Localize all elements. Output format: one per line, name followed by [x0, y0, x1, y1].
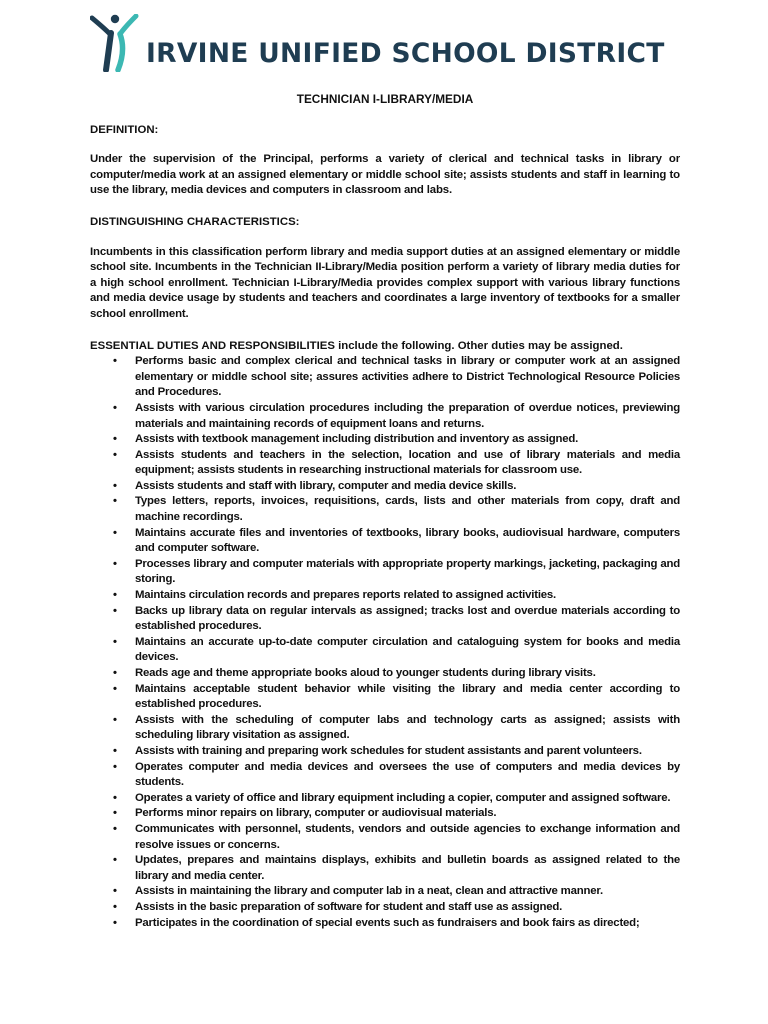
- duty-item: • Assists with various circulation procedures including the preparation of overdue notices, previewing materials and maintaining records of equipment loans and returns.: [135, 401, 680, 432]
- characteristics-heading: DISTINGUISHING CHARACTERISTICS:: [90, 215, 300, 228]
- duty-item: • Assists in maintaining the library and computer lab in a neat, clean and attractive manner.: [135, 884, 680, 900]
- duty-item: • Operates computer and media devices and oversees the use of computers and media devices by students.: [135, 760, 680, 791]
- job-description: [90, 92, 680, 931]
- duty-item: • Assists students and teachers in the selection, location and use of library materials and media equipment; assists students in researching instructional materials for classroom use.: [135, 448, 680, 479]
- duty-item: • Maintains acceptable student behavior while visiting the library and media center according to established procedures.: [135, 682, 680, 713]
- duty-item: • Backs up library data on regular intervals as assigned; tracks lost and overdue materials according to established procedures.: [135, 604, 680, 635]
- document-title: TECHNICIAN I-LIBRARY/MEDIA: [296, 92, 474, 106]
- duties-intro: [90, 339, 680, 355]
- duty-item: • Types letters, reports, invoices, requisitions, cards, lists and other materials from copy, draft and machine recordings.: [135, 494, 680, 525]
- definition-heading: DEFINITION:: [90, 123, 159, 136]
- characteristics-text: Incumbents in this classification perform library and media support duties at an assigned elementary or middle school site. Incumbents in the Technician II-Library/Media position perform a variety of library media duties for a high school enrollment. Technician I-Library/Media provides complex support with various library functions and media device usage by students and teachers and coordinates a large inventory of textbooks for a smaller school enrollment.: [90, 245, 680, 320]
- duty-item: • Maintains an accurate up-to-date computer circulation and cataloguing system for books and media devices.: [135, 635, 680, 666]
- duty-item: • Assists students and staff with library, computer and media device skills.: [135, 479, 680, 495]
- duties-intro-text: include the following. Other duties may be assigned.: [334, 339, 623, 352]
- duty-item: • Performs minor repairs on library, computer or audiovisual materials.: [135, 806, 680, 822]
- duty-item: • Processes library and computer materials with appropriate property markings, jacketing, packaging and storing.: [135, 557, 680, 588]
- duty-item: • Operates a variety of office and library equipment including a copier, computer and assigned software.: [135, 791, 680, 807]
- duty-item: • Assists with the scheduling of computer labs and technology carts as assigned; assists with scheduling library visitation as assigned.: [135, 713, 680, 744]
- duty-item: • Updates, prepares and maintains displays, exhibits and bulletin boards as assigned related to the library and media center.: [135, 853, 680, 884]
- duty-item: • Performs basic and complex clerical and technical tasks in library or computer work at an assigned elementary or middle school site; assures activities adhere to District Technological Resource Policies and Procedures.: [135, 354, 680, 401]
- duty-item: • Assists with training and preparing work schedules for student assistants and parent volunteers.: [135, 744, 680, 760]
- duty-item: • Reads age and theme appropriate books aloud to younger students during library visits.: [135, 666, 680, 682]
- duty-item: • Participates in the coordination of special events such as fundraisers and book fairs as directed;: [135, 916, 680, 932]
- duty-item: • Assists in the basic preparation of software for student and staff use as assigned.: [135, 900, 680, 916]
- district-name: IRVINE UNIFIED SCHOOL DISTRICT: [146, 38, 665, 69]
- iusd-figure-logo-icon: [90, 14, 140, 72]
- definition-text: Under the supervision of the Principal, performs a variety of clerical and technical tasks in library or computer/media work at an assigned elementary or middle school site; assists students and staff in learning to use the library, media devices and computers in classroom and labs.: [90, 153, 680, 197]
- duties-heading: ESSENTIAL DUTIES AND RESPONSIBILITIES: [90, 339, 335, 352]
- duties-list: [90, 354, 680, 931]
- duty-item: • Assists with textbook management including distribution and inventory as assigned.: [135, 432, 680, 448]
- duty-item: • Maintains circulation records and prepares reports related to assigned activities.: [135, 588, 680, 604]
- letterhead: [90, 14, 690, 74]
- duty-item: • Maintains accurate files and inventories of textbooks, library books, audiovisual hardware, computers and computer software.: [135, 526, 680, 557]
- duty-item: • Communicates with personnel, students, vendors and outside agencies to exchange information and resolve issues or concerns.: [135, 822, 680, 853]
